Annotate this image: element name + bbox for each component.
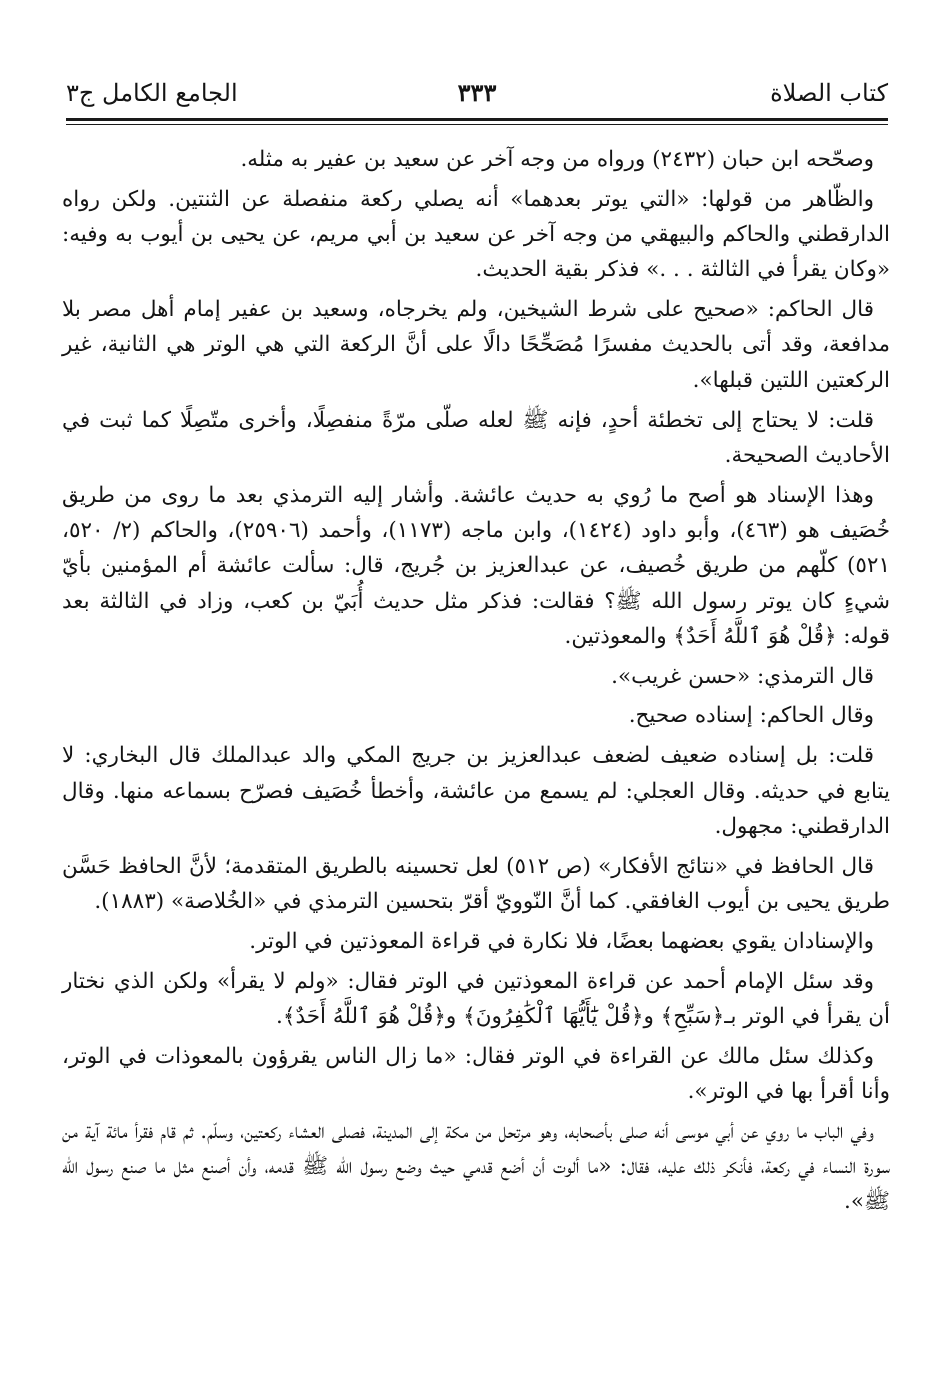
paragraph: قلت: بل إسناده ضعيف لضعف عبدالعزيز بن جريج المكي والد عبدالملك قال البخاري: لا يتابع في حديثه. وقال العجلي: لم يسمع من عائشة، وأخطأ خُصَيف فصرّح بسماعه منها. وقال الدارقطني: مجهول.	[62, 743, 890, 839]
paragraph: وهذا الإسناد هو أصح ما رُوي به حديث عائشة. وأشار إليه الترمذي بعد ما روى من طريق خُصَيف هو (٤٦٣)، وأبو داود (١٤٢٤)، وابن ماجه (١١٧٣)، وأحمد (٢٥٩٠٦)، والحاكم (٢/ ٥٢٠، ٥٢١) كلّهم من طريق خُصيف، عن عبدالعزيز بن جُريج، قال: سألت عائشة أم المؤمنين بأيّ شيءٍ كان يوتر رسول الله ﷺ؟ فقالت: فذكر مثل حديث أُبَيّ بن كعب، وزاد في الثالثة بعد قوله: ﴿قُلْ هُوَ ٱللَّهُ أَحَدٌ﴾ والمعوذتين.	[62, 482, 890, 649]
book-title: الجامع الكامل ج٣	[66, 79, 238, 107]
paragraph: والإسنادان يقوي بعضهما بعضًا، فلا نكارة في قراءة المعوذتين في الوتر.	[249, 928, 874, 954]
paragraph: وقال الحاكم: إسناده صحيح.	[628, 703, 874, 729]
paragraph: قال الترمذي: «حسن غريب».	[611, 663, 874, 689]
header-rule-thick	[66, 118, 888, 121]
paragraph: قال الحاكم: «صحيح على شرط الشيخين، ولم يخرجاه، وسعيد بن عفير إمام أهل مصر بلا مدافعة، وقد أتى بالحديث مفسرًا مُصَحِّحًا دالًا على أنَّ الركعة التي هي الوتر هي الثانية، غير الركعتين اللتين قبلها».	[62, 297, 890, 393]
paragraph: والظّاهر من قولها: «التي يوتر بعدهما» أنه يصلي ركعة منفصلة عن الثنتين. ولكن رواه الدارقطني والحاكم والبيهقي من وجه آخر عن سعيد بن أبي مريم، عن يحيى بن أيوب به وفيه: «وكان يقرأ في الثالثة . . .» فذكر بقية الحديث.	[62, 186, 890, 283]
section-title: كتاب الصلاة	[770, 79, 888, 107]
paragraph: وقد سئل الإمام أحمد عن قراءة المعوذتين في الوتر فقال: «ولم لا يقرأ» ولكن الذي نختار أن يقرأ في الوتر بـ﴿سَبِّحِ﴾ و﴿قُلْ يَٰٓأَيُّهَا ٱلْكَٰفِرُونَ﴾ و﴿قُلْ هُوَ ٱللَّهُ أَحَدٌ﴾.	[62, 968, 890, 1029]
paragraph: وصحّحه ابن حبان (٢٤٣٢) ورواه من وجه آخر عن سعيد بن عفير به مثله.	[240, 147, 874, 172]
paragraph: قلت: لا يحتاج إلى تخطئة أحدٍ، فإنه ﷺ لعله صلّى مرّةً منفصِلًا، وأخرى متّصِلًا كما ثبت في الأحاديث الصحيحة.	[62, 407, 890, 468]
header-rule-thin	[66, 124, 888, 125]
paragraph: وكذلك سئل مالك عن القراءة في الوتر فقال: «ما زال الناس يقرؤون بالمعوذات في الوتر، وأنا أقرأ بها في الوتر».	[62, 1043, 890, 1104]
main-text	[62, 142, 890, 1224]
running-header	[66, 76, 888, 112]
paragraph: قال الحافظ في «نتائج الأفكار» (ص ٥١٢) لعل تحسينه بالطريق المتقدمة؛ لأنَّ الحافظ حَسَّن طريق يحيى بن أيوب الغافقي. كما أنَّ النّوويّ أقرّ بتحسين الترمذي في «الخُلاصة» (١٨٨٣).	[62, 853, 890, 914]
page-number: ٣٣٣	[457, 78, 497, 107]
paragraph: وفي الباب ما روي عن أبي موسى أنه صلى بأصحابه، وهو مرتحل من مكة إلى المدينة، فصلى العشاء ركعتين، وسلّم. ثم قام فقرأ مائة آية من سورة النساء في ركعة، فأنكر ذلك عليه، فقال: «ما ألوت أن أضع قدمي حيث وضع رسول الله ﷺ قدمه، وأن أصنع مثل ما صنع رسول الله ﷺ».	[62, 1118, 890, 1215]
